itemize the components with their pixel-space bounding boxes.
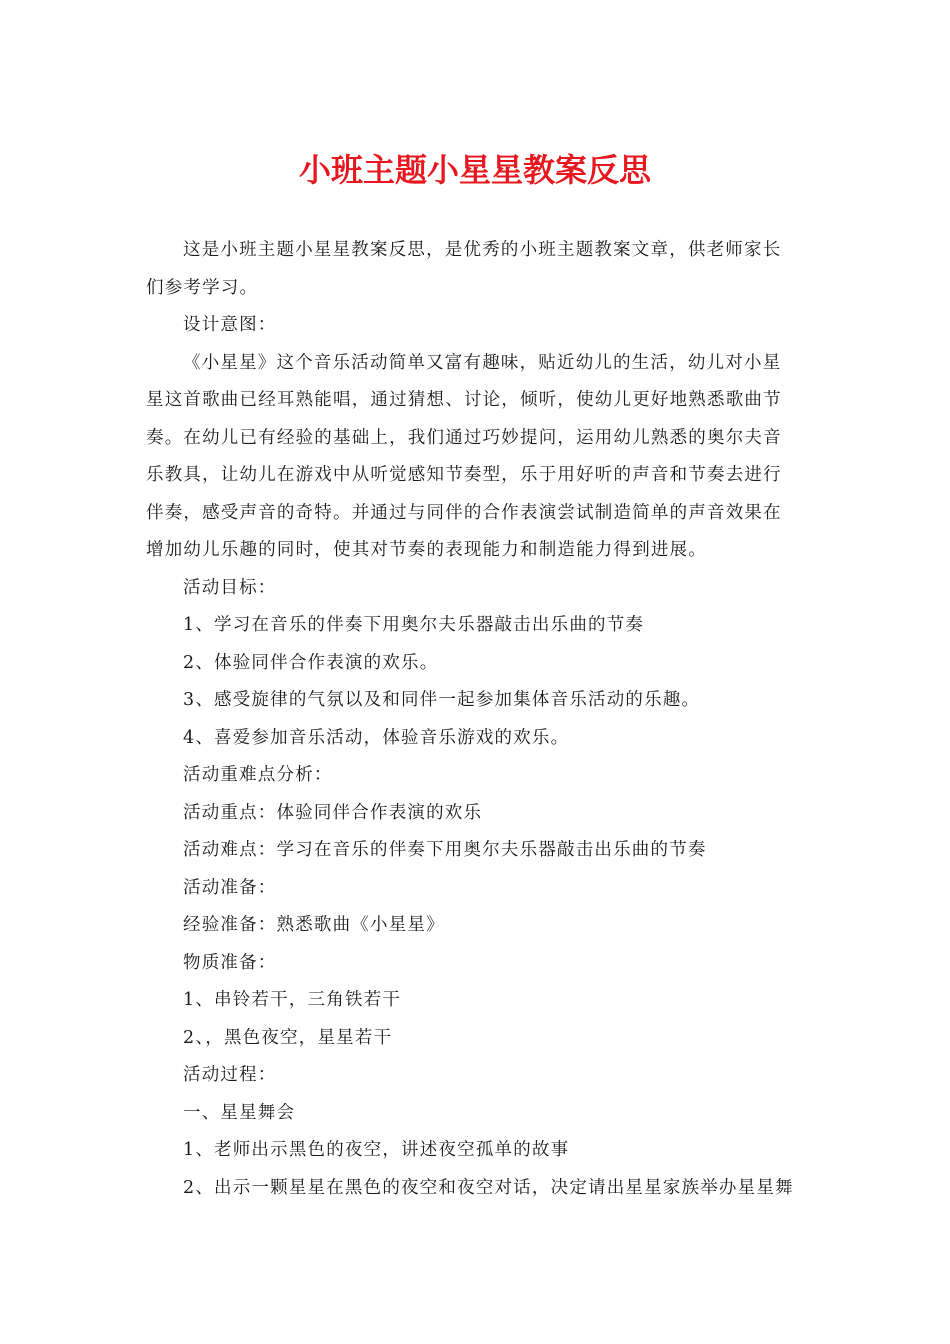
text-line: 活动重点：体验同伴合作表演的欢乐 [183,802,483,823]
text-line: 活动过程： [183,1065,277,1085]
paragraph [146,232,806,307]
list-item [146,1132,806,1170]
list-item [146,645,806,683]
text-line: 增加幼儿乐趣的同时，使其对节奏的表现能力和制造能力得到进展。 [146,540,707,560]
text-line: 这是小班主题小星星教案反思，是优秀的小班主题教案文章，供老师家长 [183,240,782,260]
section-heading [146,307,806,345]
text-line: 们参考学习。 [146,277,259,298]
text-line: 设计意图： [183,315,277,335]
section-heading [146,570,806,608]
paragraph [146,907,806,945]
section-heading [146,757,806,795]
list-item [146,1020,806,1058]
text-line: 伴奏，感受声音的奇特。并通过与同伴的合作表演尝试制造简单的声音效果在 [146,502,782,523]
text-line: 活动重难点分析： [183,765,333,785]
text-line: 物质准备： [183,952,277,973]
text-line: 1、老师出示黑色的夜空，讲述夜空孤单的故事 [183,1140,570,1160]
text-line: 3、感受旋律的气氛以及和同伴一起参加集体音乐活动的乐趣。 [183,690,701,710]
text-line: 活动目标： [183,577,277,598]
list-item [146,720,806,758]
list-item [146,982,806,1020]
text-line: 经验准备：熟悉歌曲《小星星》 [183,915,445,935]
paragraph [146,832,806,870]
section-heading [146,1095,806,1133]
document-title: 小班主题小星星教案反思 [298,151,651,189]
text-line: 乐教具，让幼儿在游戏中从听觉感知节奏型，乐于用好听的声音和节奏去进行 [146,465,782,485]
text-line: 星这首歌曲已经耳熟能唱，通过猜想、讨论，倾听，使幼儿更好地熟悉歌曲节 [146,390,782,410]
paragraph [146,345,806,570]
document-body [146,232,806,1207]
text-line: 2、出示一颗星星在黑色的夜空和夜空对话，决定请出星星家族举办星星舞 [183,1177,794,1198]
text-line: 一、星星舞会 [183,1102,296,1123]
text-line: 《小星星》这个音乐活动简单又富有趣味，贴近幼儿的生活，幼儿对小星 [183,352,782,373]
list-item [146,682,806,720]
paragraph [146,795,806,833]
text-line: 4、喜爱参加音乐活动，体验音乐游戏的欢乐。 [183,727,570,748]
text-line: 1、串铃若干，三角铁若干 [183,990,402,1010]
section-heading [146,870,806,908]
list-item [146,607,806,645]
text-line: 1、学习在音乐的伴奏下用奥尔夫乐器敲击出乐曲的节奏 [183,615,645,635]
text-line: 活动准备： [183,877,277,898]
text-line: 2、体验同伴合作表演的欢乐。 [183,652,439,673]
text-line: 2、，黑色夜空，星星若干 [183,1027,393,1048]
section-heading [146,1057,806,1095]
text-line: 奏。在幼儿已有经验的基础上，我们通过巧妙提问，运用幼儿熟悉的奥尔夫音 [146,427,782,448]
text-line: 活动难点：学习在音乐的伴奏下用奥尔夫乐器敲击出乐曲的节奏 [183,840,707,860]
section-heading [146,945,806,983]
list-item [146,1170,806,1208]
